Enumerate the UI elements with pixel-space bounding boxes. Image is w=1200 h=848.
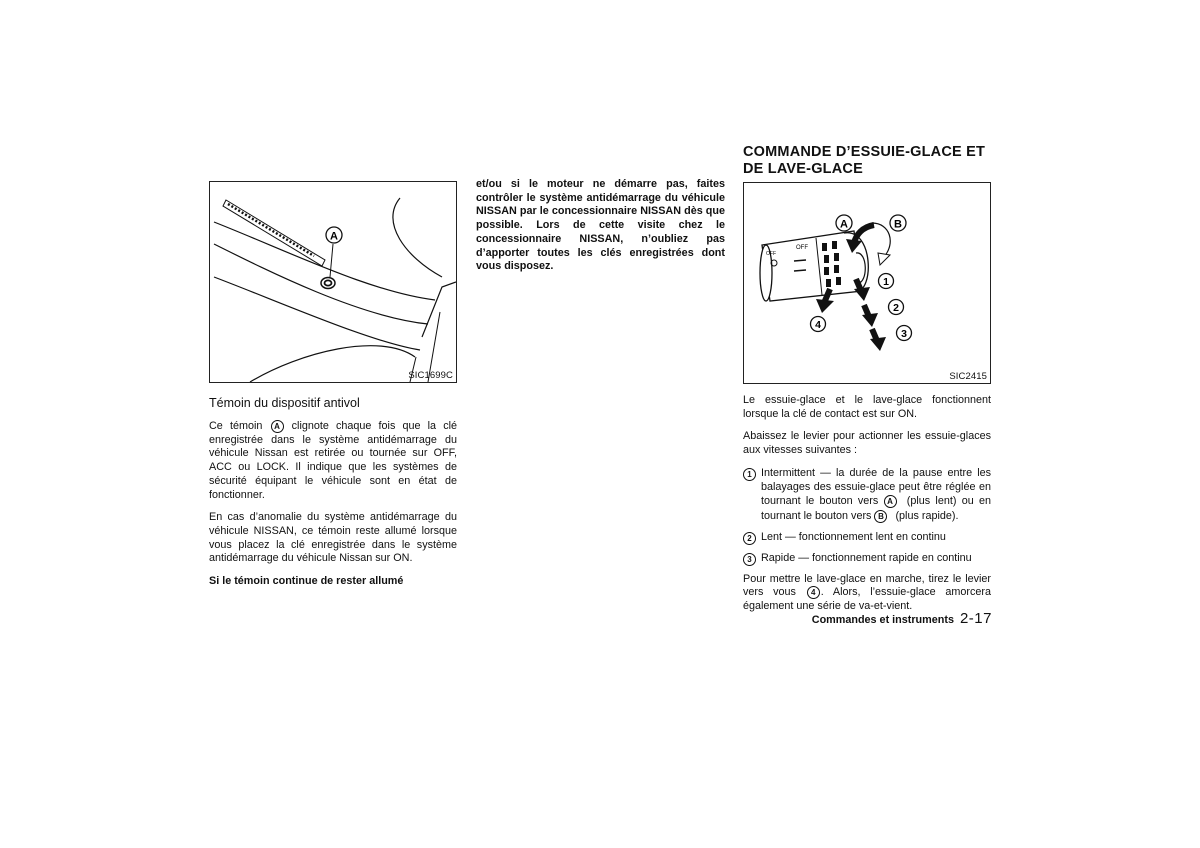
paragraph-3-rest: . Alors, l’essuie-glace amorcera également une série de va-et-vient. [743, 586, 992, 613]
paragraph-3 [743, 573, 991, 614]
circle-label-3: 3 [743, 553, 756, 566]
circle-label-b: B [874, 510, 887, 523]
fig-callout-3: 3 [901, 328, 907, 340]
circle-label-a: A [884, 495, 897, 508]
footer-section-label: Commandes et instruments [811, 614, 954, 626]
paragraph-1-rest: clignote chaque fois que la clé enregistrée dans le système antidémarrage du véhicule Nissan est retirée ou tournée sur OFF, ACC ou LOCK. Il indique que les systèmes de sécurité équipant le véhicule sont en état de fonctionner. [209, 420, 457, 501]
continued-paragraph: et/ou si le moteur ne démarre pas, faites contrôler le système antidémarrage du véhicule NISSAN par le concessionnaire NISSAN dès que possible. Lors de cette visite chez le concessionnaire NISSAN, n’oubliez pas d’apporter toutes les clés enregistrées dont vous disposez. [476, 178, 725, 273]
subheading: Témoin du dispositif antivol [209, 396, 360, 410]
left-column [209, 181, 457, 598]
paragraph-1 [209, 420, 457, 502]
list-item-2 [743, 531, 991, 545]
section-heading-line-1: COMMANDE D’ESSUIE-GLACE ET [743, 144, 986, 160]
figure-code: SIC1699C [408, 370, 453, 381]
paragraph-2: Abaissez le levier pour actionner les essuie-glaces aux vitesses suivantes : [743, 430, 991, 457]
wiper-figure [743, 182, 991, 384]
item-1-part-b: (plus lent) ou en tournant le bouton vers [761, 495, 991, 522]
callout-a-label: A [330, 230, 338, 243]
fig-callout-4: 4 [815, 319, 821, 331]
page-footer [802, 610, 992, 627]
circle-label-2: 2 [743, 532, 756, 545]
circle-label-4: 4 [807, 586, 820, 599]
paragraph-1-start: Ce témoin [209, 420, 263, 432]
item-1-part-c: (plus rapide). [895, 509, 959, 522]
dashboard-illustration [210, 182, 456, 382]
right-column [743, 144, 991, 621]
list-item-2-text: Lent — fonctionnement lent en continu [761, 530, 946, 543]
section-heading [743, 144, 991, 178]
off-label-2: OFF [766, 251, 776, 257]
list-item-1 [743, 467, 991, 524]
fig-callout-1: 1 [883, 276, 889, 288]
item-1-part-a: Intermittent — la durée de la pause entre les balayages des essuie-glace peut être réglée en tournant le bouton vers [761, 466, 991, 508]
paragraph-2: En cas d’anomalie du système antidémarrage du véhicule NISSAN, ce témoin reste allumé lorsque vous placez la clé enregistrée dans le système antidémarrage du véhicule Nissan sur ON. [209, 511, 457, 565]
figure-code: SIC2415 [949, 371, 987, 382]
list-item-3 [743, 552, 991, 566]
paragraph-3-start: Pour mettre le lave-glace en marche, tirez le levier vers vous [743, 572, 991, 599]
section-heading-line-2: DE LAVE-GLACE [743, 161, 863, 177]
list-item-3-text: Rapide — fonctionnement rapide en continu [761, 551, 972, 564]
immobilizer-figure [209, 181, 457, 383]
list-item-1-text [761, 467, 991, 524]
wiper-lever-illustration [744, 183, 990, 383]
off-label-1: OFF [796, 245, 808, 251]
fig-callout-a: A [840, 218, 848, 231]
page-number: 2-17 [959, 610, 992, 627]
fig-callout-2: 2 [893, 302, 899, 314]
circle-label-1: 1 [743, 468, 756, 481]
paragraph-1: Le essuie-glace et le lave-glace fonctionnent lorsque la clé de contact est sur ON. [743, 394, 991, 420]
middle-column [476, 178, 725, 283]
fig-callout-b: B [894, 218, 902, 231]
circle-label-a: A [271, 420, 284, 433]
paragraph-3: Si le témoin continue de rester allumé [209, 575, 404, 588]
